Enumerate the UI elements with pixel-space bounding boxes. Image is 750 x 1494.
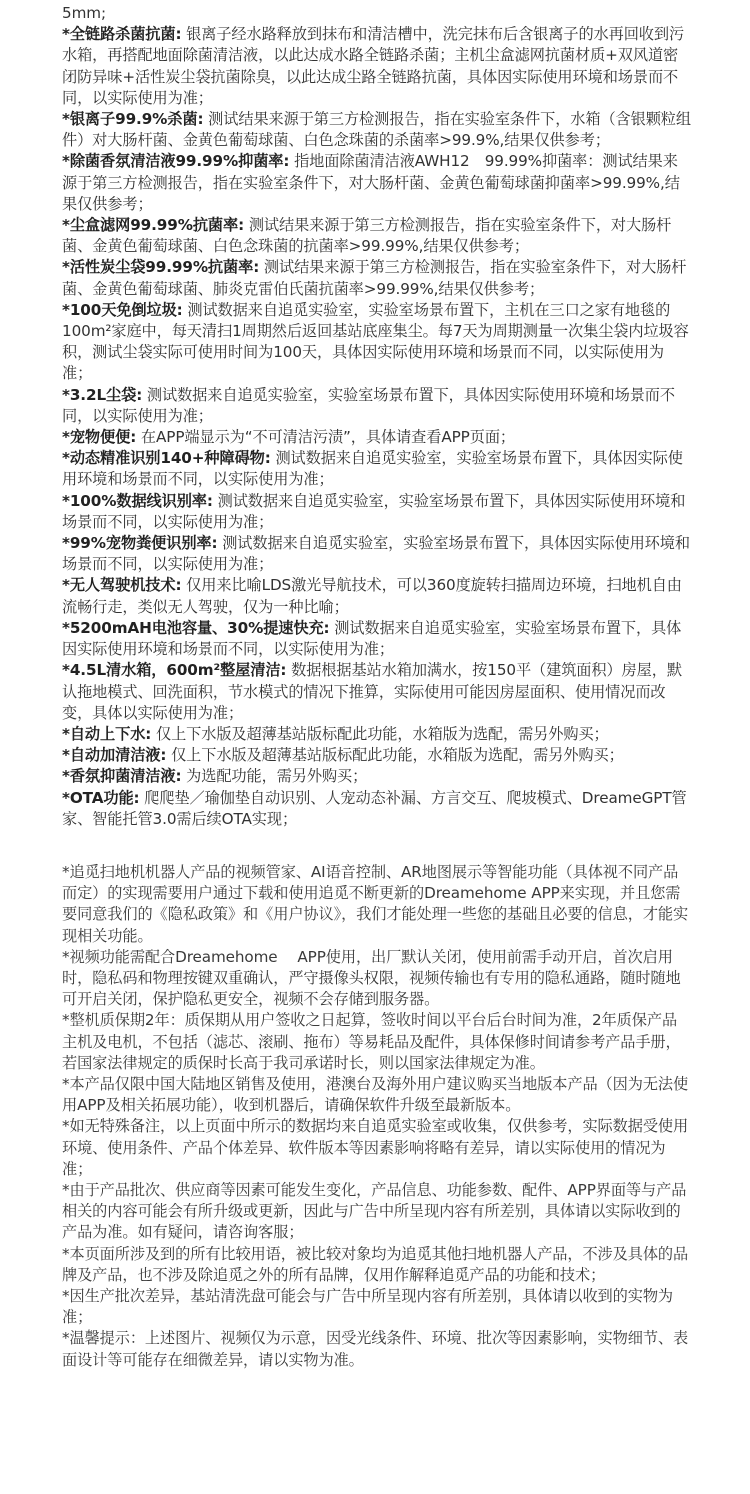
spec-note <box>62 300 692 385</box>
spec-term: *自动加清洁液: <box>62 746 167 765</box>
spec-term: *动态精准识别140+种障碍物: <box>62 449 271 468</box>
spec-text: 为选配功能，需另外购买； <box>181 767 368 786</box>
spec-term: *全链路杀菌抗菌: <box>62 25 182 44</box>
spec-note <box>62 788 692 830</box>
general-note: *本页面所涉及到的所有比较用语，被比较对象均为追觅其他扫地机器人产品，不涉及具体的品牌及产品，也不涉及除追觅之外的所有品牌，仅用作解释追觅产品的功能和技术； <box>62 1244 689 1284</box>
spec-notes-section <box>62 24 692 830</box>
spec-term: *自动上下水: <box>62 724 152 743</box>
spec-text: 测试数据来自追觅实验室，实验室场景布置下，具体因实际使用环境和场景而不同，以实际使用为准； <box>62 491 686 531</box>
spec-note <box>62 427 692 448</box>
spec-note <box>62 575 692 617</box>
spec-term: *3.2L尘袋: <box>62 385 143 404</box>
general-note: *温馨提示：上述图片、视频仅为示意，因受光线条件、环境、批次等因素影响，实物细节、表面设计等可能存在细微差异，请以实物为准。 <box>62 1329 689 1369</box>
spec-note <box>62 745 692 766</box>
spec-note <box>62 215 692 257</box>
spec-note <box>62 257 692 299</box>
spec-term: *除菌香氛清洁液99.99%抑菌率: <box>62 152 290 171</box>
spec-term: *OTA功能: <box>62 788 140 807</box>
spec-text: 指地面除菌清洁液AWH12 99.99%抑菌率：测试结果来源于第三方检测报告，指在实验室条件下，对大肠杆菌、金黄色葡萄球菌抑菌率>99.99%,结果仅供参考； <box>62 152 680 213</box>
spec-text: 测试数据来自追觅实验室，实验室场景布置下，具体因实际使用环境和场景而不同，以实际使用为准； <box>62 534 690 574</box>
spec-note <box>62 24 692 109</box>
spec-text: 测试结果来源于第三方检测报告，指在实验室条件下，水箱（含银颗粒组件）对大肠杆菌、金黄色葡萄球菌、白色念珠菌的杀菌率>99.9%,结果仅供参考； <box>62 110 691 150</box>
general-note: *因生产批次差异，基站清洗盘可能会与广告中所呈现内容有所差别，具体请以收到的实物为准； <box>62 1286 673 1327</box>
general-note: *整机质保期2年：质保期从用户签收之日起算，签收时间以平台后台时间为准，2年质保产品主机及电机，不包括（滤芯、滚刷、拖布）等易耗品及配件，具体保修时间请参考产品手册，若国家法律规定的质保时长高于我司承诺时长，则以国家法律规定为准。 <box>62 1011 681 1072</box>
spec-text: 数据根据基站水箱加满水，按150平（建筑面积）房屋，默认拖地模式、回洗面积，节水模式的情况下推算，实际使用可能因房屋面积、使用情况而改变，具体以实际使用为准； <box>62 661 682 722</box>
spec-text: 银离子经水路释放到抹布和清洁槽中，洗完抹布后含银离子的水再回收到污水箱，再搭配地面除菌清洁液，以此达成水路全链路杀菌；主机尘盒滤网抗菌材质+双风道密闭防异味+活性炭尘袋抗菌除臭，以此达成尘路全链路抗菌，具体因实际使用环境和场景而不同，以实际使用为准； <box>62 25 685 107</box>
spec-text: 仅上下水版及超薄基站版标配此功能，水箱版为选配，需另外购买； <box>166 746 624 765</box>
spec-note <box>62 109 692 151</box>
general-note: *追觅扫地机机器人产品的视频管家、AI语音控制、AR地图展示等智能功能（具体视不同产品而定）的实现需要用户通过下载和使用追觅不断更新的Dreamehome APP来实现，并且您需要同意我们的《隐私政策》和《用户协议》，我们才能处理一些您的基础且必要的信息，才能实现相关功能。 <box>62 862 689 945</box>
spec-note <box>62 533 692 575</box>
spec-term: *无人驾驶机技术: <box>62 576 182 595</box>
spec-note <box>62 618 692 660</box>
spec-note <box>62 385 692 427</box>
spec-text: 测试数据来自追觅实验室，实验室场景布置下，具体因实际使用环境和场景而不同，以实际使用为准； <box>62 449 683 489</box>
spec-term: *4.5L清水箱，600m²整屋清洁: <box>62 661 287 680</box>
spec-note <box>62 766 692 787</box>
spec-term: *尘盒滤网99.99%抗菌率: <box>62 216 245 235</box>
spec-term: *100天免倒垃圾: <box>62 300 183 319</box>
spec-text: 仅上下水版及超薄基站版标配此功能，水箱版为选配，需另外购买； <box>151 724 609 743</box>
spec-note <box>62 491 692 533</box>
spec-term: *5200mAH电池容量、30%提速快充: <box>62 618 330 637</box>
spec-term: *宠物便便: <box>62 428 137 447</box>
spec-term: *活性炭尘袋99.99%抗菌率: <box>62 258 260 277</box>
spec-term: *银离子99.9%杀菌: <box>62 110 204 129</box>
spec-text: 测试数据来自追觅实验室，实验室场景布置下，具体因实际使用环境和场景而不同，以实际使用为准； <box>62 385 675 425</box>
spec-text: 测试数据来自追觅实验室，实验室场景布置下，主机在三口之家有地毯的100m²家庭中，每天清扫1周期然后返回基站底座集尘。每7天为周期测量一次集尘袋内垃圾容积，测试尘袋实际可使用时间为100天，具体因实际使用环境和场景而不同，以实际使用为准； <box>62 300 689 383</box>
general-notes-section <box>62 862 692 1371</box>
spec-text: 仅用来比喻LDS激光导航技术，可以360度旋转扫描周边环境，扫地机自由流畅行走，类似无人驾驶，仅为一种比喻； <box>62 576 682 616</box>
general-note: *由于产品批次、供应商等因素可能发生变化，产品信息、功能参数、配件、APP界面等与产品相关的内容可能会有所升级或更新，因此与广告中所呈现内容有所差别，具体请以实际收到的产品为准。如有疑问，请咨询客服； <box>62 1180 687 1242</box>
general-note: *如无特殊备注，以上页面中所示的数据均来自追觅实验室或收集，仅供参考，实际数据受使用环境、使用条件、产品个体差异、软件版本等因素影响将略有差异，请以实际使用的情况为准； <box>62 1117 689 1178</box>
spec-text: 测试数据来自追觅实验室，实验室场景布置下，具体因实际使用环境和场景而不同，以实际使用为准； <box>62 618 682 659</box>
spec-note <box>62 724 692 745</box>
spec-note <box>62 151 692 215</box>
spec-text: 在APP端显示为“不可清洁污渍”，具体请查看APP页面； <box>136 428 515 447</box>
spec-term: *99%宠物粪便识别率: <box>62 534 218 553</box>
spec-text: 测试结果来源于第三方检测报告，指在实验室条件下，对大肠杆菌、金黄色葡萄球菌、肺炎克雷伯氏菌抗菌率>99.99%,结果仅供参考； <box>62 258 687 298</box>
spec-note <box>62 448 692 490</box>
section-spacer <box>62 830 692 862</box>
spec-term: *香氛抑菌清洁液: <box>62 767 182 786</box>
top-line: 5mm; <box>62 4 106 22</box>
spec-note <box>62 660 692 724</box>
general-note: *本产品仅限中国大陆地区销售及使用，港澳台及海外用户建议购买当地版本产品（因为无法使用APP及相关拓展功能），收到机器后，请确保软件升级至最新版本。 <box>62 1074 689 1115</box>
general-note: *视频功能需配合Dreamehome APP使用，出厂默认关闭，使用前需手动开启，首次启用时，隐私码和物理按键双重确认，严守摄像头权限，视频传输也有专用的隐私通路，随时随地可开启关闭，保护隐私更安全，视频不会存储到服务器。 <box>62 947 681 1009</box>
spec-text: 爬爬垫／瑜伽垫自动识别、人宠动态补漏、方言交互、爬坡模式、DreameGPT管家、智能托管3.0需后续OTA实现； <box>62 788 687 828</box>
spec-term: *100%数据线识别率: <box>62 491 213 510</box>
spec-text: 测试结果来源于第三方检测报告，指在实验室条件下，对大肠杆菌、金黄色葡萄球菌、白色念珠菌的抗菌率>99.99%,结果仅供参考； <box>62 216 672 256</box>
